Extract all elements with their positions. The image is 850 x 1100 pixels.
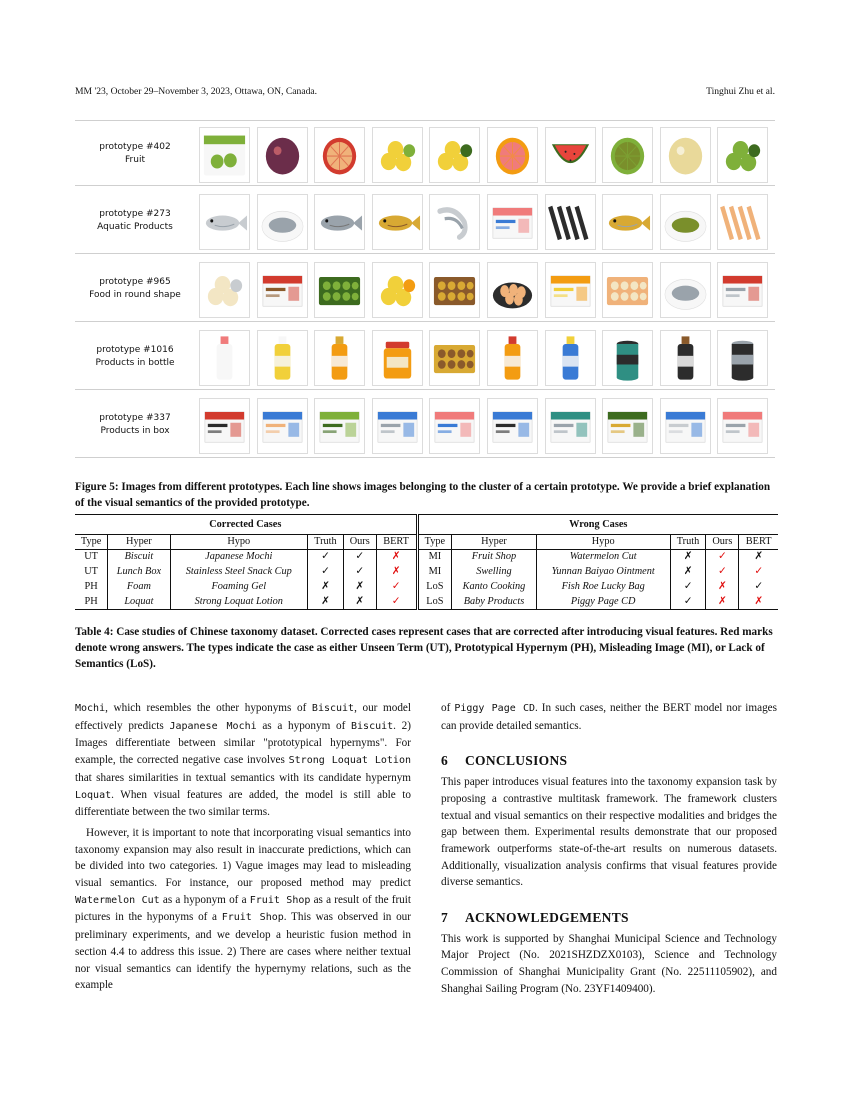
- text-run: , our model effectively predicts: [75, 702, 411, 732]
- prototype-id: prototype #273: [99, 209, 171, 219]
- prototype-row: [75, 120, 775, 186]
- hyponym: Piggy Page CD: [536, 595, 670, 610]
- text-run: as a hyponym of a: [159, 893, 250, 906]
- medicine-box-image: [545, 398, 596, 454]
- hypernym: Foam: [108, 580, 170, 595]
- column-header: Hypo: [536, 535, 670, 550]
- ours-mark: ✓: [343, 565, 376, 580]
- truth-mark: ✓: [670, 580, 706, 595]
- column-header: Ours: [706, 535, 739, 550]
- term: Fruit Shop: [221, 912, 284, 924]
- medicine-box-image: [257, 398, 308, 454]
- column-header: Hyper: [452, 535, 537, 550]
- truth-mark: ✓: [307, 565, 343, 580]
- drink-bottle-image: [257, 330, 308, 386]
- dumpling-tray-image: [314, 262, 365, 318]
- case-type: LoS: [417, 580, 452, 595]
- ours-mark: ✓: [706, 565, 739, 580]
- fried-fish-image: [372, 194, 423, 250]
- column-header: BERT: [376, 535, 417, 550]
- mooncake-tray-image: [429, 262, 480, 318]
- medicine-box-image: [372, 398, 423, 454]
- hyponym: Foaming Gel: [170, 580, 307, 595]
- text-run: . In such cases, neither the BERT model nor images can provide detailed semantics.: [441, 702, 777, 732]
- column-header: Hyper: [108, 535, 170, 550]
- body-paragraph: [441, 700, 777, 734]
- medicine-box-image: [660, 398, 711, 454]
- ours-mark: ✗: [343, 580, 376, 595]
- header-authors: Tinghui Zhu et al.: [706, 86, 775, 97]
- term: Japanese Mochi: [169, 720, 257, 732]
- dried-fish-image: [602, 194, 653, 250]
- prototype-id: prototype #1016: [96, 345, 174, 355]
- bert-mark: ✗: [376, 565, 417, 580]
- column-header: Truth: [670, 535, 706, 550]
- text-run: as a result of the fruit pictures in the hyponyms of a: [75, 893, 411, 924]
- hypernym: Biscuit: [108, 550, 170, 565]
- case-type: MI: [417, 550, 452, 565]
- seafood-sticks-image: [717, 194, 768, 250]
- jar-image: [372, 330, 423, 386]
- hyponym: Japanese Mochi: [170, 550, 307, 565]
- table-row: [75, 550, 778, 565]
- food-plate-image: [660, 262, 711, 318]
- bert-mark: ✗: [739, 550, 778, 565]
- pomelo-image: [660, 127, 711, 183]
- prototype-row: [75, 392, 775, 458]
- text-run: of: [441, 702, 455, 714]
- ours-mark: ✓: [343, 550, 376, 565]
- case-type: UT: [84, 551, 98, 563]
- left-column: [75, 700, 411, 994]
- truth-mark: ✗: [670, 565, 706, 580]
- figure-5: [75, 112, 775, 462]
- tea-bottle-image: [545, 330, 596, 386]
- truth-mark: ✗: [307, 595, 343, 610]
- prototype-desc: Products in box: [100, 426, 170, 436]
- lemon-pack-image: [372, 127, 423, 183]
- star-fruit-image: [429, 127, 480, 183]
- prototype-id: prototype #337: [99, 413, 171, 423]
- soy-sauce-bottle-image: [660, 330, 711, 386]
- case-type: MI: [417, 565, 452, 580]
- passion-fruit-image: [257, 127, 308, 183]
- prototype-id: prototype #965: [99, 277, 171, 287]
- green-plums-image: [717, 127, 768, 183]
- term: Piggy Page CD: [454, 703, 535, 714]
- ours-mark: ✗: [706, 580, 739, 595]
- medicine-box-image: [429, 398, 480, 454]
- term: Biscuit: [351, 720, 394, 732]
- truth-mark: ✓: [670, 595, 706, 610]
- truth-mark: ✗: [307, 580, 343, 595]
- text-run: . This was observed in our preliminary experiments, and we develop a heuristic fusion method in section 4.4 to address this issue. 2) There are cases where neither textual nor visual semantics can identify the hypernymy relations, such as the example: [75, 911, 411, 992]
- text-run: that shares similarities in textual semantics with its candidate hypernym: [75, 771, 411, 784]
- truth-mark: ✗: [670, 550, 706, 565]
- column-header: Type: [417, 535, 452, 550]
- table-row: [75, 580, 778, 595]
- bert-mark: ✗: [376, 550, 417, 565]
- hyponym: Fish Roe Lucky Bag: [536, 580, 670, 595]
- can-image: [717, 330, 768, 386]
- text-run: . 2) Images differentiate between similar "prototypical hypernyms". For example, the corrected negative case involves: [75, 719, 411, 767]
- column-header: Type: [80, 536, 102, 547]
- column-header: Ours: [343, 535, 376, 550]
- peach-half-image: [314, 127, 365, 183]
- shrimp-image: [429, 194, 480, 250]
- prototype-row: [75, 324, 775, 390]
- medicine-box-image: [717, 398, 768, 454]
- prototype-row: [75, 256, 775, 322]
- case-study-table: [75, 514, 778, 610]
- figure-caption: Figure 5: Images from different prototypes. Each line shows images belonging to the cluster of a certain prototype. We provide a brief explanation of the visual semantics of the provided prototype.: [75, 481, 771, 509]
- column-header-row: [75, 535, 778, 550]
- term: Biscuit: [311, 703, 355, 714]
- ours-mark: ✓: [706, 550, 739, 565]
- table-caption: Table 4: Case studies of Chinese taxonomy dataset. Corrected cases represent cases that are corrected after introducing visual features. Red marks denote wrong answers. The types indicate the case as either Unseen Term (UT), Prototypical Hypernym (PH), Misleading Image (MI), or Lack of Semantics (LoS).: [75, 626, 773, 670]
- group-header-corrected: Corrected Cases: [209, 518, 282, 530]
- right-column: [441, 700, 777, 998]
- prototype-desc: Aquatic Products: [97, 222, 173, 232]
- prototype-row: [75, 188, 775, 254]
- honey-jars-image: [429, 330, 480, 386]
- column-header: Truth: [307, 535, 343, 550]
- mushrooms-image: [199, 262, 250, 318]
- bert-mark: ✓: [739, 580, 778, 595]
- fish-plate-image: [257, 194, 308, 250]
- fruit-pack-image: [199, 127, 250, 183]
- table-row: [75, 595, 778, 610]
- fish-sticks-image: [545, 194, 596, 250]
- bert-mark: ✓: [739, 565, 778, 580]
- conclusions-text: This paper introduces visual features into the taxonomy expansion task by proposing a contrastive multitask framework. The framework clusters textual and visual semantics on their respective modalities and bridges the gap between them. Experimental results demonstrate that our proposed framework outperforms state-of-the-art results on numerous datasets. Additionally, visualization analysis confirms that visual features provide diverse semantics.: [441, 776, 777, 889]
- body-paragraph: [75, 825, 411, 994]
- kiwi-half-image: [602, 127, 653, 183]
- bert-mark: ✗: [739, 595, 778, 610]
- ours-mark: ✗: [343, 595, 376, 610]
- column-header: BERT: [739, 535, 778, 550]
- can-image: [602, 330, 653, 386]
- ours-mark: ✗: [706, 595, 739, 610]
- prototype-id: prototype #402: [99, 142, 171, 152]
- section-heading-acknowledgements: 7 ACKNOWLEDGEMENTS: [441, 910, 629, 926]
- fish-image: [199, 194, 250, 250]
- product-box-image: [487, 398, 538, 454]
- medicine-box-image: [314, 398, 365, 454]
- eggs-image: [487, 262, 538, 318]
- grapefruit-half-image: [487, 127, 538, 183]
- fish-image: [314, 194, 365, 250]
- prototype-desc: Products in bottle: [95, 358, 175, 368]
- text-run: as a hyponym of: [256, 719, 352, 732]
- medicine-box-image: [602, 398, 653, 454]
- section-heading-conclusions: 6 CONCLUSIONS: [441, 753, 568, 769]
- truth-mark: ✓: [307, 550, 343, 565]
- fish-plate-image: [660, 194, 711, 250]
- term: Strong Loquat Lotion: [288, 755, 411, 767]
- food-box-image: [717, 262, 768, 318]
- hyponym: Stainless Steel Snack Cup: [170, 565, 307, 580]
- case-type: PH: [84, 595, 98, 607]
- juice-bottle-image: [487, 330, 538, 386]
- text-run: However, it is important to note that incorporating visual semantics into taxonomy expansion may also result in inaccurate predictions, which can be divided into two categories. 1) Vague images may lead to misleading visual semantics. For instance, our proposed method may predict: [75, 826, 411, 890]
- term: Watermelon Cut: [75, 894, 160, 906]
- watermelon-slice-image: [545, 127, 596, 183]
- bert-mark: ✓: [376, 595, 417, 610]
- hypernym: Baby Products: [452, 595, 537, 610]
- hyponym: Yunnan Baiyao Ointment: [536, 565, 670, 580]
- text-run: . When visual features are added, the model is still able to differentiate between the two similar terms.: [75, 788, 411, 819]
- prototype-desc: Fruit: [125, 155, 145, 165]
- hyponym: Strong Loquat Lotion: [170, 595, 307, 610]
- bottle-image: [199, 330, 250, 386]
- bert-mark: ✓: [376, 580, 417, 595]
- group-header-wrong: Wrong Cases: [417, 515, 778, 535]
- hypernym: Loquat: [108, 595, 170, 610]
- table-row: [75, 565, 778, 580]
- seafood-box-image: [487, 194, 538, 250]
- hypernym: Kanto Cooking: [452, 580, 537, 595]
- acknowledgements-text: This work is supported by Shanghai Municipal Science and Technology Major Project (No. 2021SHZDZX0103), Science and Technology Commission of Shanghai Municipality Grant (No. 22511105902), and Shanghai Sailing Program (No. 23YF1409400).: [441, 932, 777, 995]
- term: Mochi: [75, 703, 106, 714]
- case-type: UT: [84, 566, 98, 577]
- sauce-bottle-image: [314, 330, 365, 386]
- prototype-desc: Food in round shape: [89, 290, 181, 300]
- medicine-box-image: [199, 398, 250, 454]
- case-type: LoS: [417, 595, 452, 610]
- header-venue: MM '23, October 29–November 3, 2023, Ottawa, ON, Canada.: [75, 86, 318, 97]
- case-type: PH: [84, 581, 98, 592]
- hypernym: Swelling: [452, 565, 537, 580]
- quail-eggs-image: [602, 262, 653, 318]
- text-run: , which resembles the other hyponyms of: [105, 702, 312, 714]
- snack-box-image: [257, 262, 308, 318]
- column-header: Hypo: [170, 535, 307, 550]
- hypernym: Lunch Box: [108, 565, 170, 580]
- food-box-image: [545, 262, 596, 318]
- bun-pile-image: [372, 262, 423, 318]
- hypernym: Fruit Shop: [452, 550, 537, 565]
- hyponym: Watermelon Cut: [536, 550, 670, 565]
- term: Fruit Shop: [249, 894, 311, 906]
- body-paragraph: [75, 700, 411, 821]
- term: Loquat: [75, 789, 112, 801]
